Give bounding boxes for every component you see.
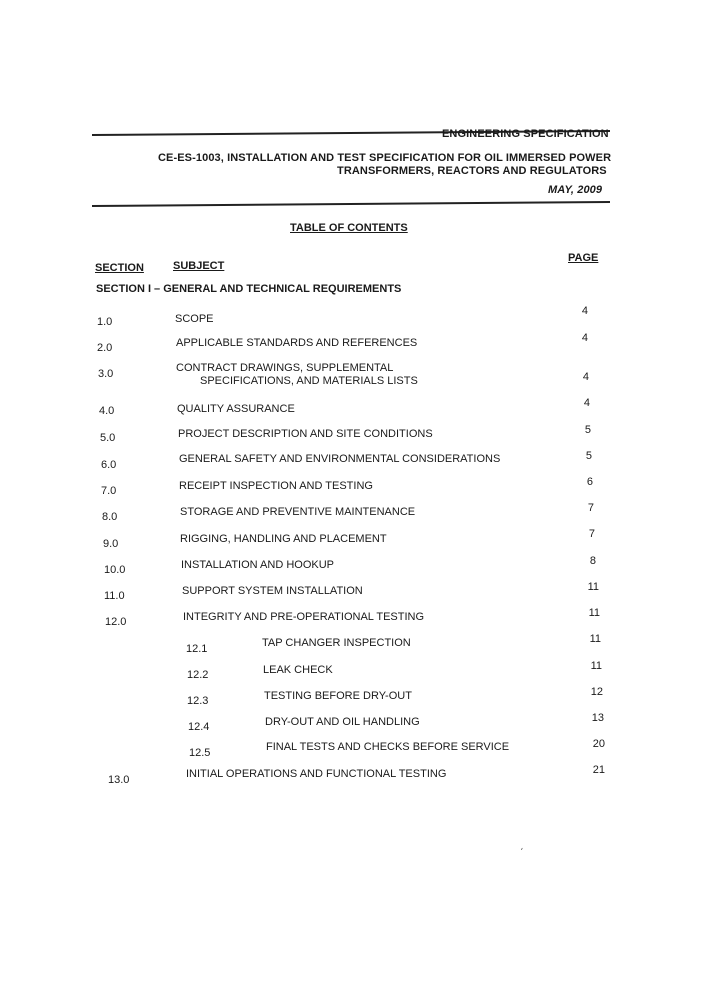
toc-num-10.0: 10.0: [104, 564, 126, 576]
toc-subject-2.0: APPLICABLE STANDARDS AND REFERENCES: [176, 337, 418, 349]
toc-page-11.0: 11: [587, 581, 599, 593]
toc-subject-12.5: FINAL TESTS AND CHECKS BEFORE SERVICE: [266, 741, 510, 753]
toc-subject-6.0: GENERAL SAFETY AND ENVIRONMENTAL CONSIDERATIONS: [179, 453, 501, 465]
toc-num-12.5: 12.5: [189, 747, 211, 759]
doc-title-line2: TRANSFORMERS, REACTORS AND REGULATORS: [337, 165, 607, 177]
toc-page-12.2: 11: [590, 660, 602, 672]
toc-subject-5.0: PROJECT DESCRIPTION AND SITE CONDITIONS: [178, 428, 433, 440]
toc-num-13.0: 13.0: [108, 774, 130, 786]
toc-page-10.0: 8: [589, 555, 596, 567]
toc-subject-8.0: STORAGE AND PREVENTIVE MAINTENANCE: [180, 506, 416, 518]
toc-num-12.3: 12.3: [187, 695, 209, 707]
col-header-page: PAGE: [568, 252, 599, 264]
toc-subject-4.0: QUALITY ASSURANCE: [177, 403, 295, 415]
doc-title-line1: CE-ES-1003, INSTALLATION AND TEST SPECIFICATION FOR OIL IMMERSED POWER: [158, 152, 612, 164]
toc-page-12.3: 12: [590, 686, 603, 698]
col-header-section: SECTION: [95, 262, 144, 274]
toc-subject-12.2: LEAK CHECK: [263, 664, 333, 676]
toc-num-2.0: 2.0: [97, 342, 113, 354]
toc-subject-12.1: TAP CHANGER INSPECTION: [262, 637, 411, 649]
toc-num-6.0: 6.0: [101, 459, 117, 471]
toc-page-4.0: 4: [583, 397, 590, 409]
toc-page-6.0: 5: [585, 450, 592, 462]
doc-date: MAY, 2009: [548, 184, 603, 196]
toc-subject-3.0-line2: SPECIFICATIONS, AND MATERIALS LISTS: [200, 375, 418, 387]
toc-page-3.0: 4: [582, 371, 589, 383]
part-heading: SECTION I – GENERAL AND TECHNICAL REQUIREMENTS: [96, 283, 402, 295]
toc-num-12.1: 12.1: [186, 643, 208, 655]
toc-page-1.0: 4: [581, 305, 588, 317]
toc-num-8.0: 8.0: [102, 511, 118, 523]
toc-page-12.4: 13: [591, 712, 604, 724]
toc-page-9.0: 7: [588, 528, 595, 540]
toc-page-12.0: 11: [588, 607, 600, 619]
toc-num-1.0: 1.0: [97, 316, 113, 328]
toc-page-8.0: 7: [587, 502, 594, 514]
toc-subject-12.4: DRY-OUT AND OIL HANDLING: [265, 716, 420, 728]
toc-subject-9.0: RIGGING, HANDLING AND PLACEMENT: [180, 533, 387, 545]
toc-title: TABLE OF CONTENTS: [290, 222, 408, 234]
toc-subject-12.3: TESTING BEFORE DRY-OUT: [264, 690, 412, 702]
toc-subject-1.0: SCOPE: [175, 313, 214, 325]
toc-subject-7.0: RECEIPT INSPECTION AND TESTING: [179, 480, 373, 492]
toc-num-12.0: 12.0: [105, 616, 127, 628]
toc-subject-3.0: CONTRACT DRAWINGS, SUPPLEMENTAL: [176, 362, 394, 374]
toc-subject-13.0: INITIAL OPERATIONS AND FUNCTIONAL TESTING: [186, 768, 447, 780]
toc-num-9.0: 9.0: [103, 538, 119, 550]
toc-page-12.5: 20: [592, 738, 605, 750]
toc-num-12.2: 12.2: [187, 669, 209, 681]
toc-num-3.0: 3.0: [98, 368, 114, 380]
toc-page-2.0: 4: [581, 332, 588, 344]
scan-mark: ‘: [516, 846, 525, 857]
toc-num-11.0: 11.0: [104, 590, 125, 602]
toc-num-4.0: 4.0: [99, 405, 115, 417]
toc-num-7.0: 7.0: [101, 485, 117, 497]
header-bottom-rule: [92, 201, 610, 207]
toc-subject-11.0: SUPPORT SYSTEM INSTALLATION: [182, 585, 363, 597]
toc-page-13.0: 21: [592, 764, 605, 776]
toc-page-7.0: 6: [586, 476, 593, 488]
col-header-subject: SUBJECT: [173, 260, 225, 272]
toc-num-5.0: 5.0: [100, 432, 116, 444]
toc-subject-10.0: INSTALLATION AND HOOKUP: [181, 559, 335, 571]
toc-num-12.4: 12.4: [188, 721, 210, 733]
toc-page-12.1: 11: [589, 633, 601, 645]
toc-page-5.0: 5: [584, 424, 591, 436]
spec-title: ENGINEERING SPECIFICATION: [442, 128, 609, 140]
toc-subject-12.0: INTEGRITY AND PRE-OPERATIONAL TESTING: [183, 611, 425, 623]
